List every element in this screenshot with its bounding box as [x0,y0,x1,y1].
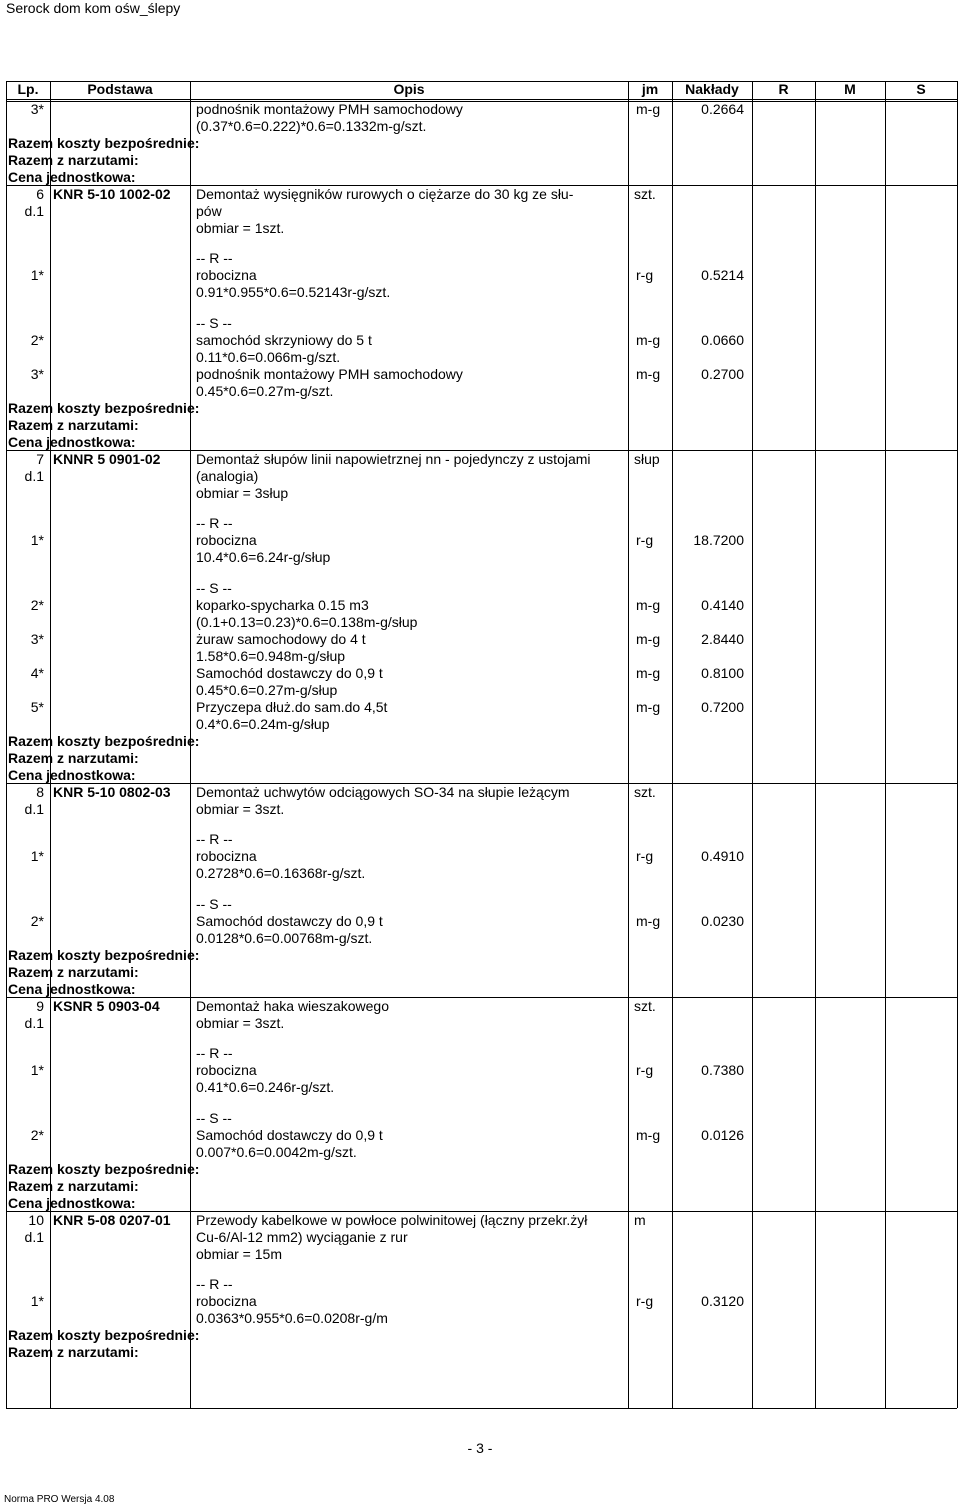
summary-label: Cena jednostkowa: [8,169,136,185]
resource-description: 0.45*0.6=0.27m-g/szt. [196,383,334,399]
column-divider [50,81,51,101]
resource-number: 1* [30,532,44,548]
resource-amount: 0.5214 [701,267,744,283]
position-number: 10 [28,1212,44,1228]
summary-label: Razem koszty bezpośrednie: [8,1161,200,1177]
resource-description: -- R -- [196,1276,233,1292]
resource-description: podnośnik montażowy PMH samochodowy [196,366,463,382]
resource-description: robocizna [196,532,257,548]
summary-label: Cena jednostkowa: [8,767,136,783]
resource-number: 2* [30,913,44,929]
resource-description: robocizna [196,1293,257,1309]
resource-amount: 0.7380 [701,1062,744,1078]
summary-label: Razem koszty bezpośrednie: [8,733,200,749]
resource-number: 1* [30,267,44,283]
header-podstawa: Podstawa [87,81,153,97]
resource-description: samochód skrzyniowy do 5 t [196,332,372,348]
summary-label: Razem koszty bezpośrednie: [8,947,200,963]
resource-description: koparko-spycharka 0.15 m3 [196,597,369,613]
resource-number: 2* [30,597,44,613]
position-unit: m [634,1212,646,1228]
resource-description: żuraw samochodowy do 4 t [196,631,366,647]
resource-number: 3* [30,366,44,382]
position-subnumber: d.1 [24,801,44,817]
resource-unit: m-g [636,699,661,715]
position-unit: szt. [634,784,656,800]
resource-description: -- S -- [196,580,232,596]
position-number: 6 [36,186,44,202]
resource-unit: r-g [636,267,654,283]
summary-label: Razem z narzutami: [8,1344,139,1360]
resource-unit: m-g [636,101,661,117]
summary-label: Razem koszty bezpośrednie: [8,1327,200,1343]
resource-description: 0.91*0.955*0.6=0.52143r-g/szt. [196,284,391,300]
position-description: Demontaż uchwytów odciągowych SO-34 na słupie leżącym [196,784,570,800]
position-subnumber: d.1 [24,1015,44,1031]
column-divider [190,81,191,101]
position-subnumber: d.1 [24,1229,44,1245]
summary-label: Cena jednostkowa: [8,434,136,450]
resource-unit: r-g [636,848,654,864]
resource-amount: 18.7200 [693,532,744,548]
position-basis: KNNR 5 0901-02 [53,451,161,467]
resource-description: 10.4*0.6=6.24r-g/słup [196,549,331,565]
resource-description: -- S -- [196,315,232,331]
resource-amount: 0.4910 [701,848,744,864]
position-description: obmiar = 3szt. [196,1015,285,1031]
resource-number: 1* [30,1062,44,1078]
resource-description: -- R -- [196,831,233,847]
summary-label: Razem z narzutami: [8,750,139,766]
column-divider [752,81,753,101]
position-number: 9 [36,998,44,1014]
resource-description: Przyczepa dłuż.do sam.do 4,5t [196,699,388,715]
position-description: Demontaż wysięgników rurowych o ciężarze do 30 kg ze słu- [196,186,574,202]
resource-description: Samochód dostawczy do 0,9 t [196,913,383,929]
column-divider [957,101,958,1408]
resource-description: robocizna [196,1062,257,1078]
resource-amount: 0.0660 [701,332,744,348]
resource-unit: m-g [636,366,661,382]
resource-description: -- R -- [196,515,233,531]
summary-label: Razem koszty bezpośrednie: [8,400,200,416]
resource-amount: 0.7200 [701,699,744,715]
resource-amount: 0.0126 [701,1127,744,1143]
header-r: R [778,81,789,97]
resource-description: -- S -- [196,896,232,912]
position-description: (analogia) [196,468,259,484]
header-m: M [844,81,856,97]
resource-description: 0.2728*0.6=0.16368r-g/szt. [196,865,366,881]
column-divider [957,81,958,101]
resource-description: 0.45*0.6=0.27m-g/słup [196,682,338,698]
resource-unit: r-g [636,532,654,548]
software-version: Norma PRO Wersja 4.08 [4,1494,115,1505]
summary-label: Razem z narzutami: [8,417,139,433]
resource-description: 0.11*0.6=0.066m-g/szt. [196,349,341,365]
resource-description: 1.58*0.6=0.948m-g/słup [196,648,346,664]
resource-description: 0.0363*0.955*0.6=0.0208r-g/m [196,1310,388,1326]
position-description: Cu-6/Al-12 mm2) wyciąganie z rur [196,1229,408,1245]
header-s: S [916,81,926,97]
resource-unit: m-g [636,665,661,681]
resource-amount: 0.2700 [701,366,744,382]
header-opis: Opis [393,81,425,97]
resource-description: podnośnik montażowy PMH samochodowy [196,101,463,117]
resource-unit: m-g [636,332,661,348]
position-description: pów [196,203,222,219]
summary-label: Cena jednostkowa: [8,981,136,997]
resource-unit: m-g [636,597,661,613]
summary-label: Cena jednostkowa: [8,1195,136,1211]
position-description: Demontaż haka wieszakowego [196,998,389,1014]
summary-label: Razem z narzutami: [8,964,139,980]
resource-amount: 0.2664 [701,101,744,117]
position-basis: KNR 5-10 0802-03 [53,784,171,800]
resource-number: 2* [30,332,44,348]
resource-number: 1* [30,848,44,864]
resource-unit: m-g [636,1127,661,1143]
position-description: Demontaż słupów linii napowietrznej nn - pojedynczy z ustojami [196,451,591,467]
resource-amount: 0.8100 [701,665,744,681]
summary-label: Razem koszty bezpośrednie: [8,135,200,151]
position-unit: słup [634,451,660,467]
column-divider [6,81,7,101]
resource-description: 0.0128*0.6=0.00768m-g/szt. [196,930,373,946]
resource-number: 2* [30,1127,44,1143]
resource-unit: m-g [636,913,661,929]
resource-amount: 0.3120 [701,1293,744,1309]
resource-unit: m-g [636,631,661,647]
column-divider [672,81,673,101]
position-basis: KSNR 5 0903-04 [53,998,160,1014]
column-divider [628,81,629,101]
position-description: Przewody kabelkowe w powłoce polwinitowej (łączny przekr.żył [196,1212,588,1228]
resource-description: robocizna [196,848,257,864]
resource-number: 1* [30,1293,44,1309]
resource-description: 0.007*0.6=0.0042m-g/szt. [196,1144,357,1160]
position-description: obmiar = 3słup [196,485,289,501]
resource-number: 4* [30,665,44,681]
column-divider [885,81,886,101]
position-number: 7 [36,451,44,467]
position-number: 8 [36,784,44,800]
header-naklady: Nakłady [685,81,739,97]
resource-description: Samochód dostawczy do 0,9 t [196,665,383,681]
header-lp: Lp. [17,81,39,97]
resource-amount: 2.8440 [701,631,744,647]
resource-description: robocizna [196,267,257,283]
header-jm: jm [641,81,659,97]
resource-description: -- R -- [196,1045,233,1061]
position-description: obmiar = 1szt. [196,220,285,236]
resource-unit: r-g [636,1293,654,1309]
position-subnumber: d.1 [24,203,44,219]
position-unit: szt. [634,186,656,202]
position-basis: KNR 5-10 1002-02 [53,186,171,202]
position-basis: KNR 5-08 0207-01 [53,1212,171,1228]
resource-description: 0.4*0.6=0.24m-g/słup [196,716,330,732]
resource-unit: r-g [636,1062,654,1078]
resource-description: Samochód dostawczy do 0,9 t [196,1127,383,1143]
row-divider [6,1408,957,1409]
page-number: - 3 - [467,1440,493,1456]
resource-number: 5* [30,699,44,715]
position-description: obmiar = 3szt. [196,801,285,817]
summary-label: Razem z narzutami: [8,152,139,168]
resource-description: (0.37*0.6=0.222)*0.6=0.1332m-g/szt. [196,118,427,134]
document-title: Serock dom kom ośw_ślepy [6,0,181,16]
resource-amount: 0.0230 [701,913,744,929]
resource-description: -- S -- [196,1110,232,1126]
resource-number: 3* [30,631,44,647]
position-subnumber: d.1 [24,468,44,484]
position-unit: szt. [634,998,656,1014]
resource-amount: 0.4140 [701,597,744,613]
resource-number: 3* [30,101,44,117]
summary-label: Razem z narzutami: [8,1178,139,1194]
resource-description: 0.41*0.6=0.246r-g/szt. [196,1079,335,1095]
column-divider [815,81,816,101]
resource-description: (0.1+0.13=0.23)*0.6=0.138m-g/słup [196,614,418,630]
position-description: obmiar = 15m [196,1246,282,1262]
resource-description: -- R -- [196,250,233,266]
